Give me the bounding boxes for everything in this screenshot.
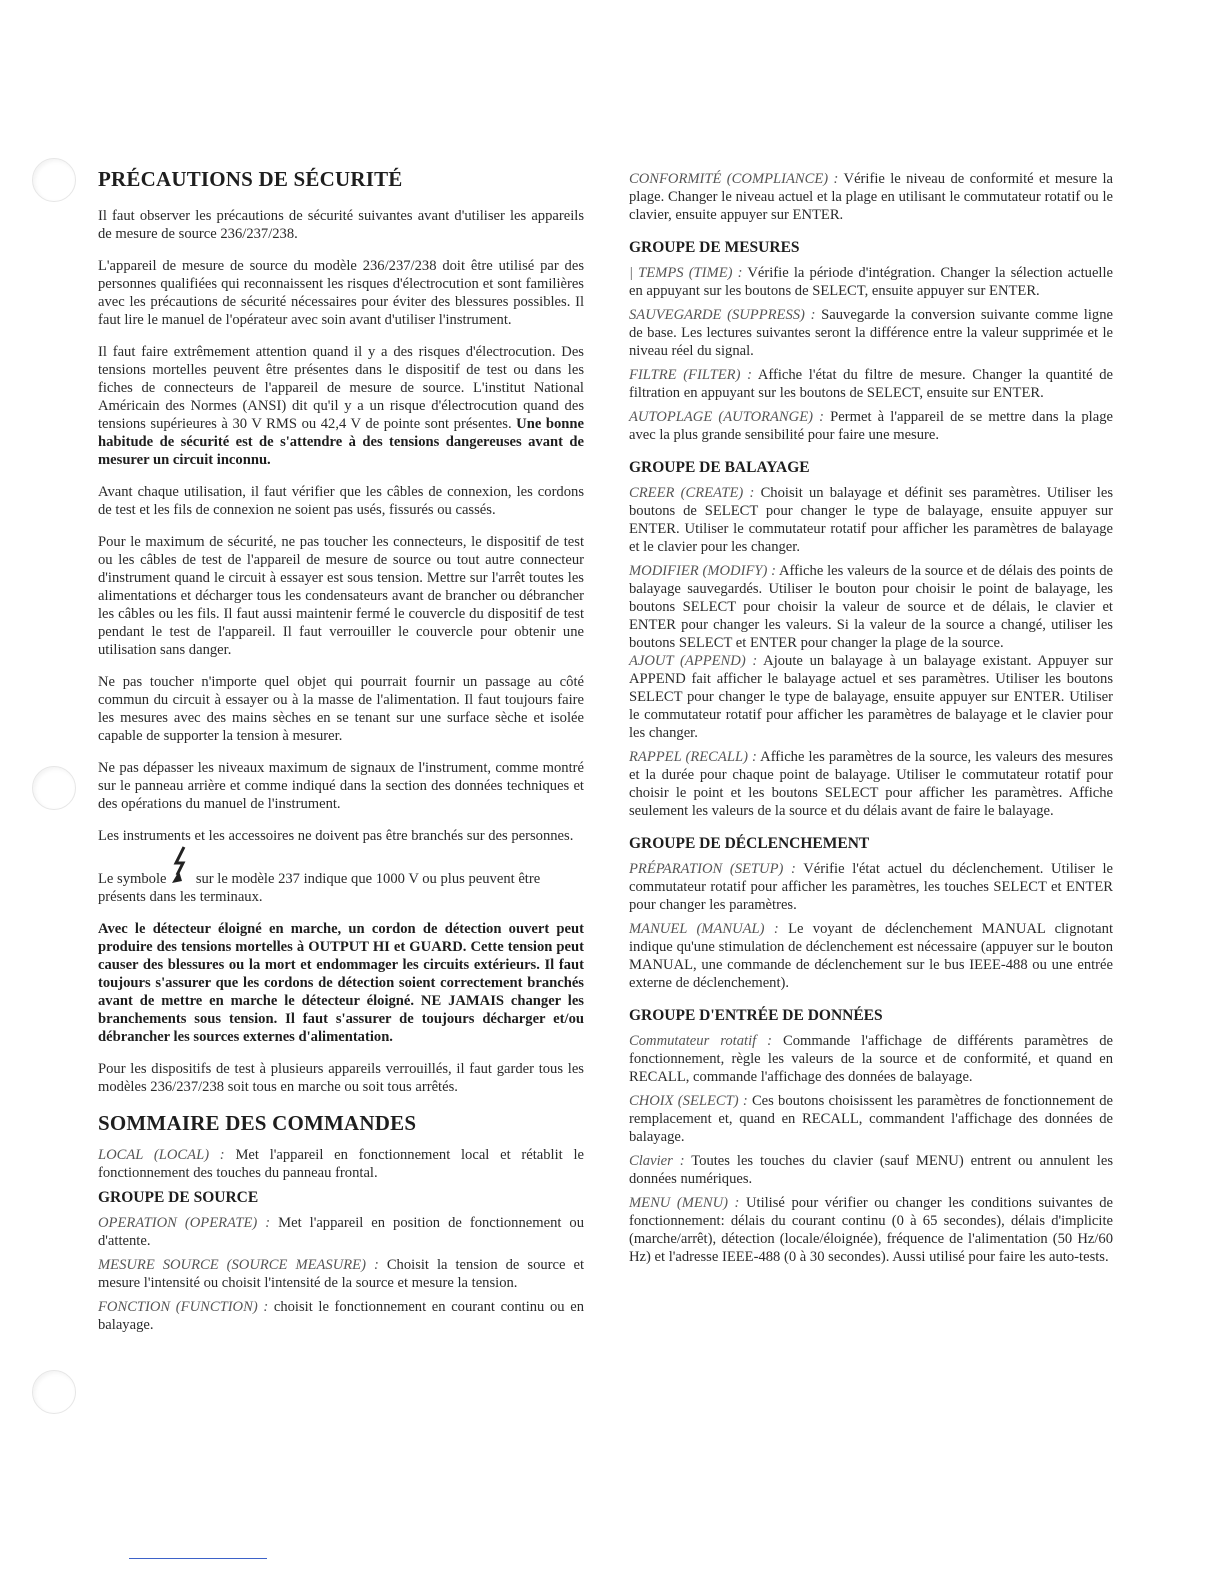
- paragraph: Les instruments et les accessoires ne doivent pas être branchés sur des personnes.: [98, 828, 574, 844]
- command-term: FILTRE (FILTER) :: [629, 367, 752, 383]
- punch-hole-middle: [32, 766, 76, 810]
- command-text: Met l'appareil en fonctionnement local et rétablit le fonctionnement des touches du panneau frontal.: [98, 1147, 585, 1181]
- command-local: [98, 1146, 584, 1182]
- command-setup: [629, 860, 1113, 914]
- paragraph: Pour les dispositifs de test à plusieurs appareils verrouillés, il faut garder tous les modèles 236/237/238 soit tous en marche ou soit tous arrêtés.: [98, 1061, 584, 1095]
- remote-sense-warning: Avec le détecteur éloigné en marche, un cordon de détection ouvert peut produire des tensions mortelles à OUTPUT HI et GUARD. Cette tension peut causer des blessures ou la mort et endommager les circuits extérieurs. Il faut toujours s'assurer que les cordons de détection soient correctement branchés avant de mettre en marche le détecteur éloigné. NE JAMAIS changer les branchements sous tension. Il faut s'assurer de toujours décharger et/ou débrancher les sources externes d'alimentation.: [98, 921, 584, 1045]
- measure-group-heading: GROUPE DE MESURES: [629, 239, 800, 256]
- command-append: [629, 652, 1113, 742]
- command-text: Affiche l'état du filtre de mesure. Changer la quantité de filtration en appuyant sur les boutons de SELECT, ensuite sur ENTER.: [629, 367, 1113, 401]
- punch-hole-bottom: [32, 1370, 76, 1414]
- command-term: AJOUT (APPEND) :: [629, 653, 758, 669]
- command-operate: [98, 1214, 584, 1250]
- command-modify: [629, 562, 1113, 652]
- command-term: MANUEL (MANUAL) :: [629, 921, 779, 937]
- summary-title: SOMMAIRE DES COMMANDES: [98, 1111, 417, 1135]
- command-manual: [629, 920, 1113, 992]
- command-term: SAUVEGARDE (SUPPRESS) :: [629, 307, 816, 323]
- command-text: Ajoute un balayage à un balayage existant. Appuyer sur APPEND fait afficher le balayage actuel et ses paramètres. Utiliser les boutons SELECT pour changer le type de balayage, ensuite appuyer sur ENTER. Utiliser le commutateur rotatif pour afficher les paramètres de balayage et le clavier pour les changer.: [629, 653, 1114, 741]
- paragraph: Avant chaque utilisation, il faut vérifier que les câbles de connexion, les cordons de test et les fils de connexion ne soient pas usés, fissurés ou cassés.: [98, 484, 584, 518]
- command-text: Vérifie la période d'intégration. Changer la sélection actuelle en appuyant sur les boutons de SELECT, ensuite appuyer sur ENTER.: [629, 265, 1114, 299]
- command-term: MODIFIER (MODIFY) :: [629, 563, 776, 579]
- command-text: Choisit un balayage et définit ses paramètres. Utiliser les boutons de SELECT pour changer le type de balayage, ensuite appuyer sur ENTER. Utiliser le commutateur rotatif pour afficher les paramètres de balayage et le clavier pour les changer.: [629, 485, 1113, 555]
- command-function: [98, 1298, 584, 1334]
- footer-rule: [129, 1558, 267, 1559]
- command-text: Vérifie le niveau de conformité et mesure la plage. Changer le niveau actuel et la plage en utilisant le commutateur rotatif ou le clavier, ensuite appuyer sur ENTER.: [629, 171, 1113, 223]
- command-term: MESURE SOURCE (SOURCE MEASURE) :: [98, 1257, 379, 1273]
- source-group-heading: GROUPE DE SOURCE: [98, 1189, 259, 1206]
- command-term: LOCAL (LOCAL) :: [98, 1147, 225, 1163]
- paragraph: Ne pas toucher n'importe quel objet qui pourrait fournir un passage au côté commun du circuit à essayer ou à la masse de l'alimentation. Il faut toujours faire les mesures avec des mains sèches en se tenant sur une surface sèche et isolée capable de supporter la tension à mesurer.: [98, 674, 584, 744]
- command-term: RAPPEL (RECALL) :: [629, 749, 757, 765]
- command-recall: [629, 748, 1113, 820]
- paragraph: Ne pas dépasser les niveaux maximum de signaux de l'instrument, comme montré sur le panneau arrière et comme indiqué dans la section des données techniques et des opérations du manuel de l'instrument.: [98, 760, 584, 812]
- command-text: Choisit la tension de source et mesure l'intensité ou choisit l'intensité de la source et mesure la tension.: [98, 1257, 585, 1291]
- paragraph: [98, 869, 584, 906]
- symbol-text-after: sur le modèle 237 indique que 1000 V ou plus peuvent être présents dans les terminaux.: [98, 871, 541, 905]
- command-text: Vérifie l'état actuel du déclenchement. Utiliser le commutateur rotatif pour afficher les paramètres, les touches SELECT et ENTER pour changer les paramètres.: [629, 861, 1113, 913]
- command-term: AUTOPLAGE (AUTORANGE) :: [629, 409, 824, 425]
- warning-text: Une bonne habitude de sécurité est de s'attendre à des tensions dangereuses avant de mesurer un circuit inconnu.: [98, 416, 584, 468]
- command-text: choisit le fonctionnement en courant continu ou en balayage.: [98, 1299, 584, 1333]
- punch-hole-top: [32, 158, 76, 202]
- command-rotary-knob: [629, 1032, 1113, 1086]
- command-text: Permet à l'appareil de se mettre dans la plage avec la plus grande sensibilité pour faire une mesure.: [629, 409, 1113, 443]
- command-time: [629, 264, 1113, 300]
- paragraph: Pour le maximum de sécurité, ne pas toucher les connecteurs, le dispositif de test ou les câbles de test de l'appareil de mesure de source ou tout autre connecteur d'instrument quand le circuit à essayer est sous tension. Mettre sur l'arrêt toutes les alimentations et décharger tous les condensateurs avant de brancher ou débrancher les câbles ou les fils. Il faut aussi maintenir fermé le couvercle du dispositif de test pendant le test de l'appareil. Il faut verrouiller le couvercle pour obtenir une utilisation sans danger.: [98, 534, 584, 658]
- command-text: Affiche les valeurs de la source et de délais des points de balayage sauvegardés. Utiliser le bouton pour choisir le point de balayage, les boutons SELECT pour choisir la valeur de source et de délais, le clavier et ENTER pour changer les valeurs. Si la valeur de la source a changé, utiliser les boutons SELECT et ENTER pour changer la plage de la source.: [629, 563, 1114, 651]
- command-text: Ces boutons choisissent les paramètres de fonctionnement de remplacement et, quand en RECALL, commandent l'affichage des données de balayage.: [629, 1093, 1113, 1145]
- command-select: [629, 1092, 1113, 1146]
- command-text: Utilisé pour vérifier ou changer les conditions suivantes de fonctionnement: délais du courant continu (0 à 65 secondes), délais d'implicite (marche/arrêt), détection (locale/éloignée), fréquence de l'alimentation (50 Hz/60 Hz) et l'adresse IEEE-488 (0 à 30 secondes). Aussi utilisé pour faire les auto-tests.: [629, 1195, 1113, 1265]
- command-source-measure: [98, 1256, 584, 1292]
- high-voltage-icon: [172, 869, 190, 883]
- command-term: Commutateur rotatif :: [629, 1033, 773, 1049]
- command-compliance: [629, 170, 1113, 224]
- command-term: CREER (CREATE) :: [629, 485, 755, 501]
- symbol-text-before: Le symbole: [98, 871, 167, 887]
- command-filter: [629, 366, 1113, 402]
- command-suppress: [629, 306, 1113, 360]
- command-term: FONCTION (FUNCTION) :: [98, 1299, 269, 1315]
- command-text: Le voyant de déclenchement MANUAL clignotant indique qu'une stimulation de déclenchement est nécessaire (appuyer sur le bouton MANUAL, une commande de déclenchement sur le bus IEEE-488 ou une entrée externe de déclenchement).: [629, 921, 1113, 991]
- paragraph: [98, 343, 584, 469]
- command-menu: [629, 1194, 1113, 1266]
- right-column: [629, 170, 1113, 1272]
- sweep-group-heading: GROUPE DE BALAYAGE: [629, 459, 810, 476]
- command-term: Clavier :: [629, 1153, 685, 1169]
- left-column: [98, 166, 584, 1340]
- command-term: CHOIX (SELECT) :: [629, 1093, 748, 1109]
- command-term: MENU (MENU) :: [629, 1195, 740, 1211]
- command-text: Toutes les touches du clavier (sauf MENU) entrent ou annulent les données numériques.: [629, 1153, 1113, 1187]
- trigger-group-heading: GROUPE DE DÉCLENCHEMENT: [629, 835, 870, 852]
- command-term: CONFORMITÉ (COMPLIANCE) :: [629, 171, 839, 187]
- command-keypad: [629, 1152, 1113, 1188]
- command-term: PRÉPARATION (SETUP) :: [629, 861, 796, 877]
- command-term: | TEMPS (TIME) :: [629, 265, 743, 281]
- command-text: Affiche les paramètres de la source, les valeurs des mesures et la durée pour chaque point de balayage. Utiliser le commutateur rotatif pour choisir le point et les boutons SELECT pour afficher les paramètres. Affiche seulement les valeurs de la source et du délais avant de faire le balayage.: [629, 749, 1114, 819]
- data-entry-group-heading: GROUPE D'ENTRÉE DE DONNÉES: [629, 1007, 883, 1024]
- command-text: Sauvegarde la conversion suivante comme ligne de base. Les lectures suivantes seront la différence entre la valeur supprimée et le niveau réel du signal.: [629, 307, 1113, 359]
- safety-title: PRÉCAUTIONS DE SÉCURITÉ: [98, 167, 403, 191]
- command-term: OPERATION (OPERATE) :: [98, 1215, 271, 1231]
- paragraph: Il faut observer les précautions de sécurité suivantes avant d'utiliser les appareils de mesure de source 236/237/238.: [98, 208, 584, 242]
- command-text: Commande l'affichage de différents paramètres de fonctionnement, règle les valeurs de la source et de conformité, et quand en RECALL, commande l'affichage des données de balayage.: [629, 1033, 1114, 1085]
- command-autorange: [629, 408, 1113, 444]
- command-text: Met l'appareil en position de fonctionnement ou d'attente.: [98, 1215, 585, 1249]
- command-create: [629, 484, 1113, 556]
- paragraph: L'appareil de mesure de source du modèle 236/237/238 doit être utilisé par des personnes qualifiées qui reconnaissent les risques d'électrocution et sont familières avec les précautions de sécurité nécessaires pour éviter des blessures possibles. Il faut lire le manuel de l'opérateur avec soin avant d'utiliser l'instrument.: [98, 258, 584, 328]
- paragraph-text: Il faut faire extrêmement attention quand il y a des risques d'électrocution. Des tensions mortelles peuvent être présentes dans le dispositif de test ou dans les fiches de connecteurs de l'appareil de mesure de source. L'institut National Américain des Normes (ANSI) dit qu'il y a un risque d'électrocution quand des tensions supérieures à 30 V RMS ou 42,4 V de pointe sont présentes.: [98, 344, 584, 432]
